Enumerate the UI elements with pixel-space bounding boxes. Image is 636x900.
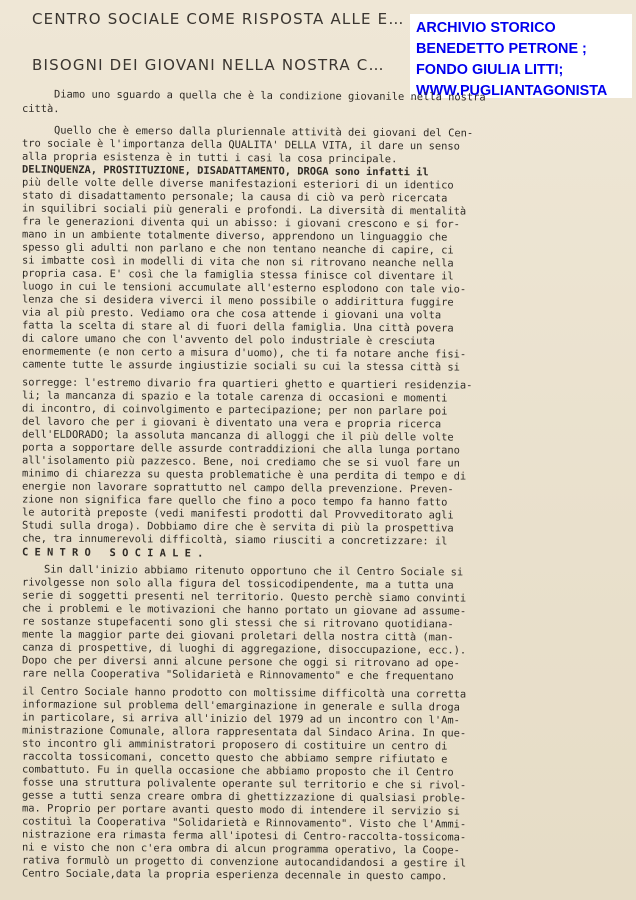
text-line: luogo in cui le tensioni accumulate all'esterno esplodono con tale vio-	[21, 280, 467, 296]
text-line: ministrazione Comunale, allora rappresentata dal Sindaco Arina. In que-	[21, 724, 467, 740]
text-line: li; la mancanza di spazio e la totale carenza di occasioni e momenti	[21, 389, 448, 405]
text-line: sorregge: l'estremo divario fra quartieri ghetto e quartieri residenzia-	[21, 376, 473, 392]
text-line: DELINQUENZA, PROSTITUZIONE, DISADATTAMENTO, DROGA sono infatti il	[21, 163, 429, 179]
text-line: gesse a tutti senza creare ombra di ghettizzazione di qualsiasi proble-	[21, 789, 467, 805]
text-line: costituì la Cooperativa "Solidarietà e Rinnovamento". Visto che l'Ammi-	[21, 815, 467, 831]
text-line: zione non significa fare quello che fino a poco tempo fa hanno fatto	[21, 493, 448, 509]
text-line: enormemente (e non certo a misura d'uomo), che ti fa notare anche fisi-	[21, 345, 467, 361]
archive-stamp	[410, 14, 632, 98]
text-line: Studi sulla droga). Dobbiamo dire che è servita di più la prospettiva	[21, 519, 454, 535]
text-line: camente tutte le assurde ingiustizie sociali su cui la stessa città si	[21, 358, 460, 374]
text-line: mente la maggior parte dei giovani proletari della nostra città (man-	[21, 628, 454, 644]
text-line: in squilibri sociali più generali e profondi. La diversità di mentalità	[21, 202, 467, 218]
text-line: si imbatte così in modelli di vita che non si ritrovano neanche nella	[21, 254, 454, 270]
text-line: Quello che è emerso dalla pluriennale attività dei giovani del Cen-	[53, 124, 474, 140]
text-line: serie di soggetti presenti nel territorio. Questo perchè siamo convinti	[21, 589, 467, 605]
text-line: energie non lavorare soprattutto nel campo della prevenzione. Preven-	[21, 480, 454, 496]
text-line: minimo di chiarezza su questa problematiche è una perdita di tempo e di	[21, 467, 467, 483]
stamp-line: ARCHIVIO STORICO	[416, 20, 556, 36]
text-line: rivolgesse non solo alla figura del tossicodipendente, ma a tutta una	[21, 576, 454, 592]
text-line: sto incontro gli amministratori proposero di costituire un centro di	[21, 737, 448, 753]
text-line: stato di disadattamento personale; la causa di ciò va però ricercata	[21, 189, 448, 205]
text-line: propria casa. E' così che la famiglia stessa finisce col diventare il	[21, 267, 454, 283]
text-line: le autorità preposte (vedi manifesti prodotti dal Provveditorato agli	[21, 506, 454, 522]
text-line: Centro Sociale,data la propria esperienza decennale in questo campo.	[21, 867, 448, 883]
stamp-line: FONDO GIULIA LITTI;	[416, 62, 564, 78]
text-line: città.	[21, 102, 60, 116]
text-line: via al più presto. Vediamo ora che cosa attende i giovani una volta	[21, 306, 442, 322]
text-line: di incontro, di coinvolgimento e partecipazione; per non parlare poi	[21, 402, 448, 418]
text-line: Sin dall'inizio abbiamo ritenuto opportuno che il Centro Sociale si	[43, 563, 464, 579]
text-line: mano in un ambiente totalmente diverso, apprendono un linguaggio che	[21, 228, 448, 244]
text-line: Diamo uno sguardo a quella che è la condizione giovanile nella nostra	[53, 88, 486, 104]
text-line: combattuto. Fu in quella occasione che abbiamo proposto che il Centro	[21, 763, 454, 779]
text-line: in particolare, si arriva all'inizio del 1979 ad un incontro con l'Am-	[21, 711, 460, 727]
text-line: rare nella Cooperativa "Solidarietà e Rinnovamento" e che frequentano	[21, 667, 454, 683]
stamp-line: BENEDETTO PETRONE ;	[416, 41, 587, 57]
text-line: di calore umano che con l'avvento del polo industriale è cresciuta	[21, 332, 435, 348]
text-line: ni e visto che non c'era ombra di alcun programma operativo, la Coope-	[21, 841, 460, 857]
text-line: informazione sul problema dell'emarginazione in generale e sulla droga	[21, 698, 460, 714]
text-line: il Centro Sociale hanno prodotto con moltissime difficoltà una corretta	[21, 685, 467, 701]
text-line: alla propria esistenza è in tutti i casi la cosa principale.	[21, 150, 398, 166]
text-line: che i problemi e le motivazioni che hanno portato un giovane ad assume-	[21, 602, 467, 618]
text-line: raccolta tossicomani, concetto questo che abbiamo sempre rifiutato e	[21, 750, 448, 766]
text-line: nistrazione era rimasta ferma all'ipotesi di Centro-raccolta-tossicoma-	[21, 828, 467, 844]
text-line: ma. Proprio per portare avanti questo modo di intendere il servizio si	[21, 802, 460, 818]
text-line: spesso gli adulti non parlano e che non tentano neanche di capire, ci	[21, 241, 454, 257]
text-line: Dopo che per diversi anni alcune persone che oggi si ritrovano ad ope-	[21, 654, 460, 670]
text-line: re sostanze stupefacenti sono gli stessi che si ritrovano quotidiana-	[21, 615, 454, 631]
text-line: dell'ELDORADO; la assoluta mancanza di alloggi che il più delle volte	[21, 428, 454, 444]
text-line: all'isolamento più pazzesco. Bene, noi crediamo che se si vuol fare un	[21, 454, 460, 470]
text-line: lenza che si desidera viverci il meno possibile o addirittura fuggire	[21, 293, 454, 309]
text-line: rativa formulò un progetto di convenzione autocandidandosi a gestire il	[21, 854, 467, 870]
text-line: fra le generazioni diventa qui un abisso: i giovani crescono e si for-	[21, 215, 460, 231]
document-title-line-1: CENTRO SOCIALE COME RISPOSTA ALLE E…	[32, 10, 405, 28]
text-line: che, tra innumerevoli difficoltà, siamo riusciti a concretizzare: il	[21, 532, 448, 548]
text-line: canza di prospettive, di luoghi di aggregazione, disoccupazione, ecc.).	[21, 641, 467, 657]
stamp-line: WWW.PUGLIANTAGONISTA	[416, 83, 608, 99]
text-line: del lavoro che per i giovani è diventato una vera e propria ricerca	[21, 415, 442, 431]
text-line: porta a sopportare delle assurde contraddizioni che alla lunga portano	[21, 441, 460, 457]
text-line: fosse una struttura polivalente operante sul territorio e che si rivol-	[21, 776, 467, 792]
centro-sociale-heading: C E N T R O S O C I A L E .	[21, 546, 204, 560]
text-line: più delle volte delle diverse manifestazioni esteriori di un identico	[21, 176, 454, 192]
text-line: tro sociale è l'importanza della QUALITA' DELLA VITA, il dare un senso	[21, 137, 460, 153]
document-title-line-2: BISOGNI DEI GIOVANI NELLA NOSTRA C…	[32, 56, 385, 74]
text-line: fatta la scelta di stare al di fuori della famiglia. Una città povera	[21, 319, 454, 335]
